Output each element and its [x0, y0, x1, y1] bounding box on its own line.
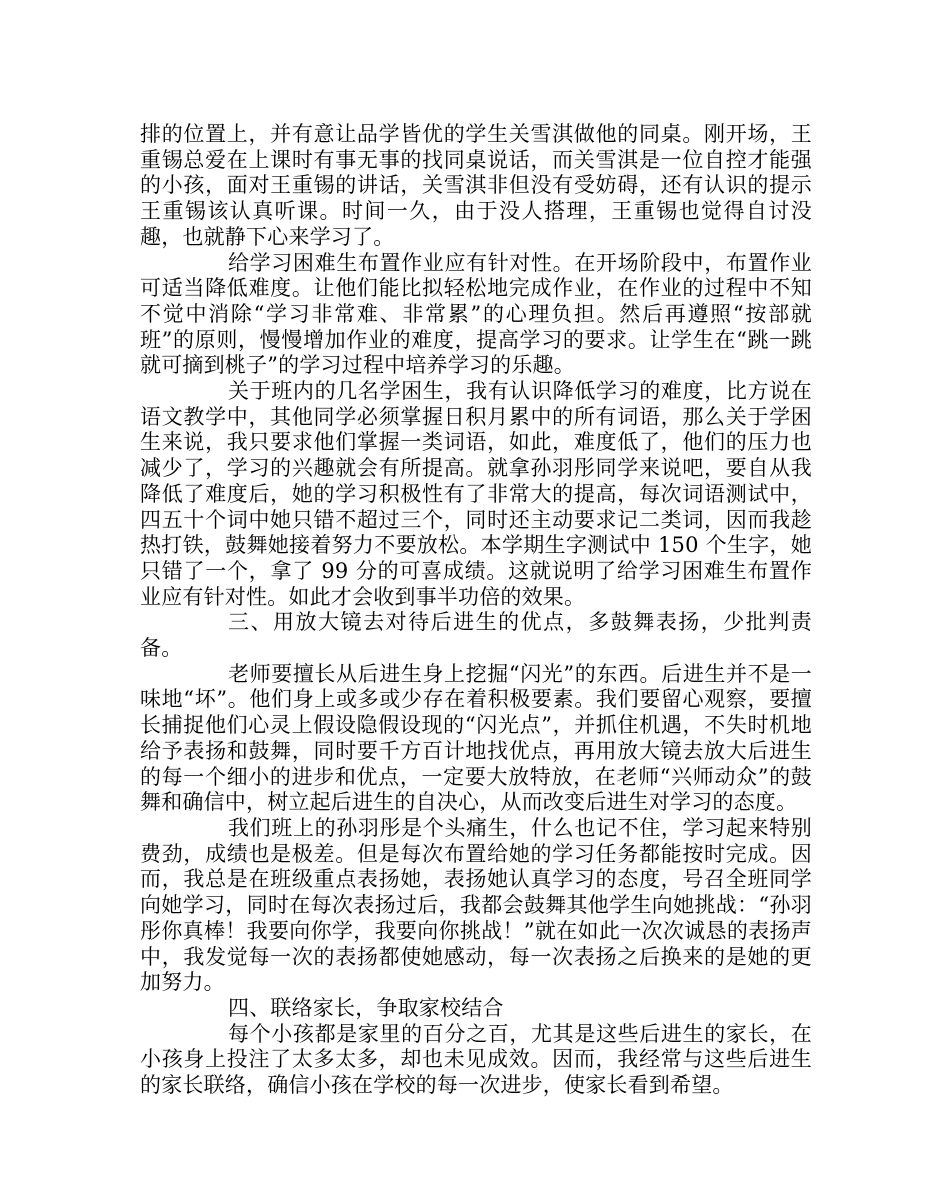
- paragraph-3: 关于班内的几名学困生，我有认识降低学习的难度，比方说在语文教学中，其他同学必须掌握日积月累中的所有词语，那么关于学困生来说，我只要求他们掌握一类词语，如此，难度低了，他们的压力也减少了，学习的兴趣就会有所提高。就拿孙羽彤同学来说吧，要自从我降低了难度后，她的学习积极性有了非常大的提高，每次词语测试中，四五十个词中她只错不超过三个，同时还主动要求记二类词，因而我趁热打铁，鼓舞她接着努力不要放松。本学期生字测试中 150 个生字，她只错了一个，拿了 99 分的可喜成绩。这就说明了给学习困难生布置作业应有针对性。如此才会收到事半功倍的效果。: [140, 379, 812, 609]
- section-heading-3: 三、用放大镜去对待后进生的优点，多鼓舞表扬，少批判责备。: [140, 610, 812, 661]
- paragraph-2: 给学习困难生布置作业应有针对性。在开场阶段中，布置作业可适当降低难度。让他们能比拟轻松地完成作业，在作业的过程中不知不觉中消除“学习非常难、非常累”的心理负担。然后再遵照“按部就班”的原则，慢慢增加作业的难度，提高学习的要求。让学生在“跳一跳就可摘到桃子”的学习过程中培养学习的乐趣。: [140, 250, 812, 378]
- paragraph-5: 我们班上的孙羽彤是个头痛生，什么也记不住，学习起来特别费劲，成绩也是极差。但是每次布置给她的学习任务都能按时完成。因而，我总是在班级重点表扬她，表扬她认真学习的态度，号召全班同学向她学习，同时在每次表扬过后，我都会鼓舞其他学生向她挑战：“孙羽彤你真棒！我要向你学，我要向你挑战！”就在如此一次次诚恳的表扬声中，我发觉每一次的表扬都使她感动，每一次表扬之后换来的是她的更加努力。: [140, 815, 812, 995]
- document-body: [140, 122, 812, 1099]
- section-heading-4: 四、联络家长，争取家校结合: [228, 995, 504, 1020]
- paragraph-4: 老师要擅长从后进生身上挖掘“闪光”的东西。后进生并不是一味地“坏”。他们身上或多或少存在着积极要素。我们要留心观察，要擅长捕捉他们心灵上假设隐假设现的“闪光点”，并抓住机遇，不失时机地给予表扬和鼓舞，同时要千方百计地找优点，再用放大镜去放大后进生的每一个细小的进步和优点，一定要大放特放，在老师“兴师动众”的鼓舞和确信中，树立起后进生的自决心，从而改变后进生对学习的态度。: [140, 661, 812, 815]
- paragraph-6: 每个小孩都是家里的百分之百，尤其是这些后进生的家长，在小孩身上投注了太多太多，却也未见成效。因而，我经常与这些后进生的家长联络，确信小孩在学校的每一次进步，使家长看到希望。: [140, 1021, 812, 1098]
- paragraph-1: 排的位置上，并有意让品学皆优的学生关雪淇做他的同桌。刚开场，王重锡总爱在上课时有事无事的找同桌说话，而关雪淇是一位自控才能强的小孩，面对王重锡的讲话，关雪淇非但没有受妨碍，还有认识的提示王重锡该认真听课。时间一久，由于没人搭理，王重锡也觉得自讨没趣，也就静下心来学习了。: [140, 122, 812, 249]
